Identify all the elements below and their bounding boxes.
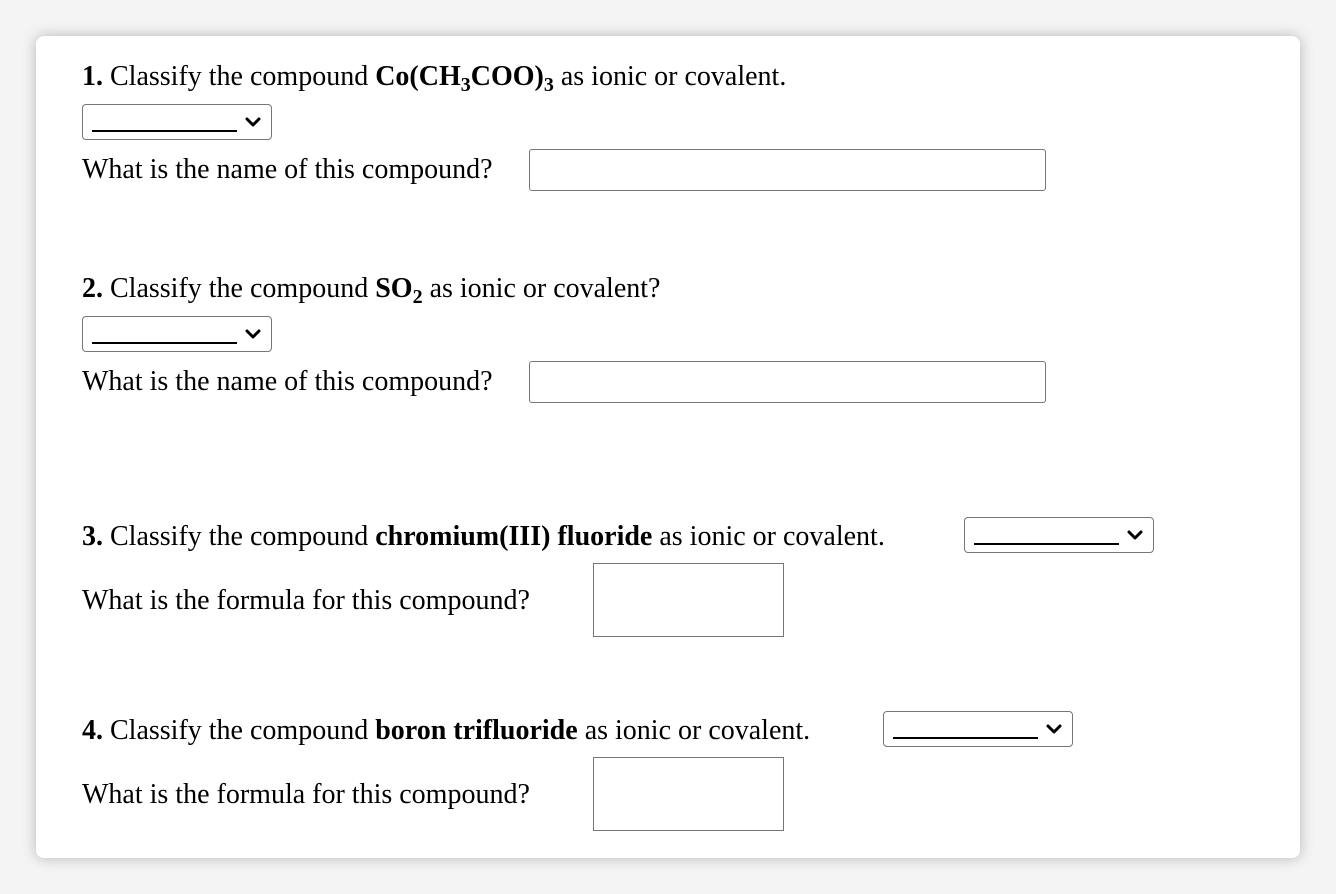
question-3-prompt (82, 520, 885, 554)
question-number: 4. (82, 715, 103, 746)
select-value (974, 543, 1119, 545)
chevron-down-icon (244, 111, 262, 133)
compound-name-input-1[interactable] (529, 149, 1046, 191)
question-number: 2. (82, 273, 103, 304)
select-value (893, 737, 1038, 739)
question-number: 1. (82, 61, 103, 92)
question-prefix: Classify the compound (103, 521, 376, 552)
question-2-prompt (82, 272, 660, 306)
formula-input-4[interactable] (593, 757, 784, 831)
compound-formula: $Co(CH_3COO)_3$ (375, 61, 554, 96)
question-1-prompt (82, 60, 786, 94)
question-number: 3. (82, 521, 103, 552)
select-value (92, 342, 237, 344)
compound-name: chromium(III) fluoride (375, 521, 653, 552)
compound-name-input-2[interactable] (529, 361, 1046, 403)
classification-select-3[interactable] (964, 517, 1154, 553)
chevron-down-icon (1045, 718, 1063, 740)
chevron-down-icon (1126, 524, 1144, 546)
question-suffix: as ionic or covalent. (652, 521, 885, 552)
question-4-prompt (82, 714, 810, 748)
name-label-1: What is the name of this compound? (82, 154, 493, 185)
classification-select-4[interactable] (883, 711, 1073, 747)
question-suffix: as ionic or covalent. (577, 715, 811, 746)
formula-label-4: What is the formula for this compound? (82, 779, 530, 810)
select-value (92, 130, 237, 132)
formula-input-3[interactable] (593, 563, 784, 637)
compound-formula: $SO_2$ (375, 273, 423, 308)
classification-select-1[interactable] (82, 104, 272, 140)
compound-name: boron trifluoride (375, 715, 578, 746)
question-prefix: Classify the compound (103, 715, 376, 746)
classification-select-2[interactable] (82, 316, 272, 352)
question-suffix: as ionic or covalent? (422, 273, 661, 304)
formula-label-3: What is the formula for this compound? (82, 585, 530, 616)
question-prefix: Classify the compound (103, 273, 376, 304)
question-suffix: as ionic or covalent. (553, 61, 787, 92)
chevron-down-icon (244, 323, 262, 345)
name-label-2: What is the name of this compound? (82, 366, 493, 397)
question-prefix: Classify the compound (103, 61, 376, 92)
